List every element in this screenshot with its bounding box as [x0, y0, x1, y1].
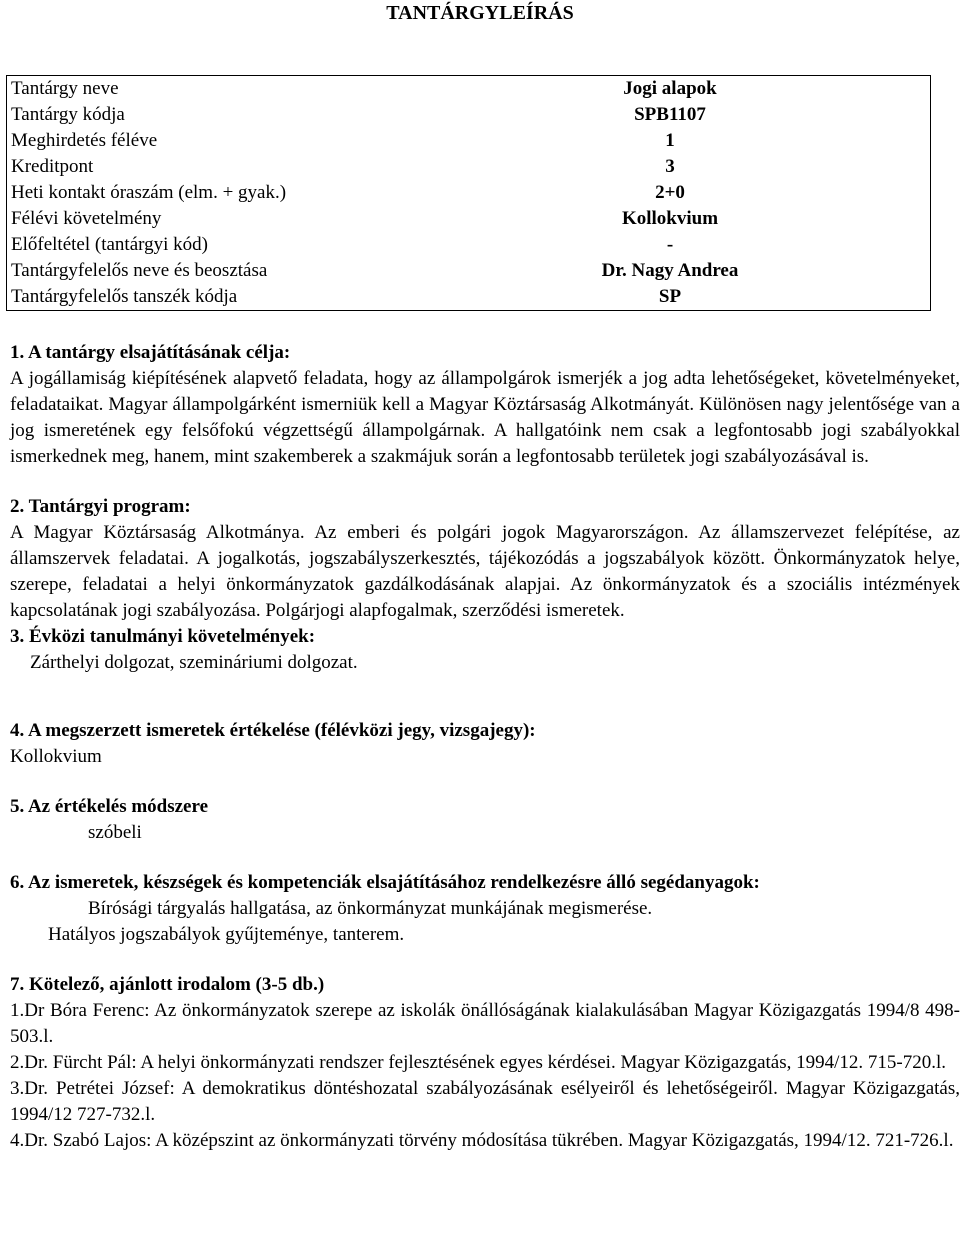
table-row: [7, 232, 931, 258]
row-value: Kollokvium: [621, 208, 719, 229]
section-heading: 3. Évközi tanulmányi követelmények:: [10, 626, 316, 647]
document-body: [10, 340, 960, 1154]
section-text: A Magyar Köztársaság Alkotmánya. Az emberi és polgári jogok Magyarországon. Az államszervezet felépítése, az államszervek feladatai. A jogalkotás, jogszabályszerkesztés, tájékozódás a jogszabályok között. Önkormányzatok helye, szerepe, feladatai a helyi önkormányzatok gazdálkodásának alapjai. Az önkormányzatok és a szociális intézmények kapcsolatának jogi szabályozása. Polgárjogi alapfogalmak, szerződési ismeretek.: [10, 522, 960, 621]
section-heading: 1. A tantárgy elsajátításának célja:: [10, 342, 291, 363]
section-evaluation: [10, 718, 960, 770]
section-text: Hatályos jogszabályok gyűjteménye, tanterem.: [48, 924, 405, 945]
row-label: Félévi követelmény: [11, 208, 162, 229]
table-row: [7, 102, 931, 128]
row-label: Előfeltétel (tantárgyi kód): [11, 234, 208, 255]
row-label: Kreditpont: [11, 156, 94, 177]
table-row: [7, 128, 931, 154]
row-label: Meghirdetés féléve: [11, 130, 158, 151]
section-text: Kollokvium: [10, 746, 102, 767]
row-value: 1: [665, 130, 675, 151]
table-row: [7, 154, 931, 180]
table-row: [7, 180, 931, 206]
section-heading: 6. Az ismeretek, készségek és kompetenciák elsajátításához rendelkezésre álló segédanyagok:: [10, 872, 760, 893]
table-row: [7, 284, 931, 311]
section-text: Zárthelyi dolgozat, szemináriumi dolgozat.: [30, 652, 358, 673]
section-literature: [10, 972, 960, 1154]
section-goal: [10, 340, 960, 470]
section-heading: 5. Az értékelés módszere: [10, 796, 209, 817]
section-text: Bírósági tárgyalás hallgatása, az önkormányzat munkájának megismerése.: [88, 898, 653, 919]
list-item: 2.Dr. Fürcht Pál: A helyi önkormányzati rendszer fejlesztésének egyes kérdései. Magyar Közigazgatás, 1994/12. 715-720.l.: [10, 1052, 947, 1073]
section-heading: 2. Tantárgyi program:: [10, 496, 191, 517]
row-value: 2+0: [655, 182, 685, 203]
section-heading: 4. A megszerzett ismeretek értékelése (félévközi jegy, vizsgajegy):: [10, 720, 536, 741]
course-info-table: [6, 75, 931, 311]
section-text: szóbeli: [88, 822, 142, 843]
table-row: [7, 258, 931, 284]
list-item: 4.Dr. Szabó Lajos: A középszint az önkormányzati törvény módosítása tükrében. Magyar Közigazgatás, 1994/12. 721-726.l.: [10, 1130, 954, 1151]
row-value: 3: [665, 156, 675, 177]
row-value: Dr. Nagy Andrea: [601, 260, 739, 281]
row-label: Tantárgy neve: [11, 78, 119, 99]
row-label: Tantárgy kódja: [11, 104, 125, 125]
document-title: TANTÁRGYLEÍRÁS: [386, 2, 574, 24]
row-value: SP: [658, 286, 682, 307]
row-value: SPB1107: [634, 104, 706, 125]
row-label: Tantárgyfelelős tanszék kódja: [11, 286, 238, 307]
row-value: Jogi alapok: [623, 78, 717, 99]
section-method: [10, 794, 960, 846]
section-program: [10, 494, 960, 624]
list-item: 1.Dr Bóra Ferenc: Az önkormányzatok szerepe az iskolák önállóságának kialakulásában Magyar Közigazgatás 1994/8 498-503.l.: [10, 1000, 960, 1047]
row-label: Heti kontakt óraszám (elm. + gyak.): [11, 182, 287, 203]
section-materials: [10, 870, 960, 948]
table-row: [7, 206, 931, 232]
section-heading: 7. Kötelező, ajánlott irodalom (3-5 db.): [10, 974, 325, 995]
row-label: Tantárgyfelelős neve és beosztása: [11, 260, 268, 281]
section-text: A jogállamiság kiépítésének alapvető feladata, hogy az állampolgárok ismerjék a jog adta lehetőségeket, követelményeket, feladataikat. Magyar állampolgárként ismerniük kell a Magyar Köztársaság Alkotmányát. Különösen nagy jelentősége van a jog ismeretének egy felsőfokú végzettségű állampolgárnak. A hallgatóink nem csak a legfontosabb jogi szabályokkal ismerkednek meg, hanem, mint szakemberek a szakmájuk során a legfontosabb területek jogi szabályozásával is.: [10, 368, 960, 467]
table-row: [7, 76, 931, 103]
list-item: 3.Dr. Petrétei József: A demokratikus döntéshozatal szabályozásának esélyeiről és lehetőségeiről. Magyar Közigazgatás, 1994/12 727-732.l.: [10, 1078, 960, 1125]
row-value: -: [666, 234, 674, 255]
section-requirements: [10, 624, 960, 676]
